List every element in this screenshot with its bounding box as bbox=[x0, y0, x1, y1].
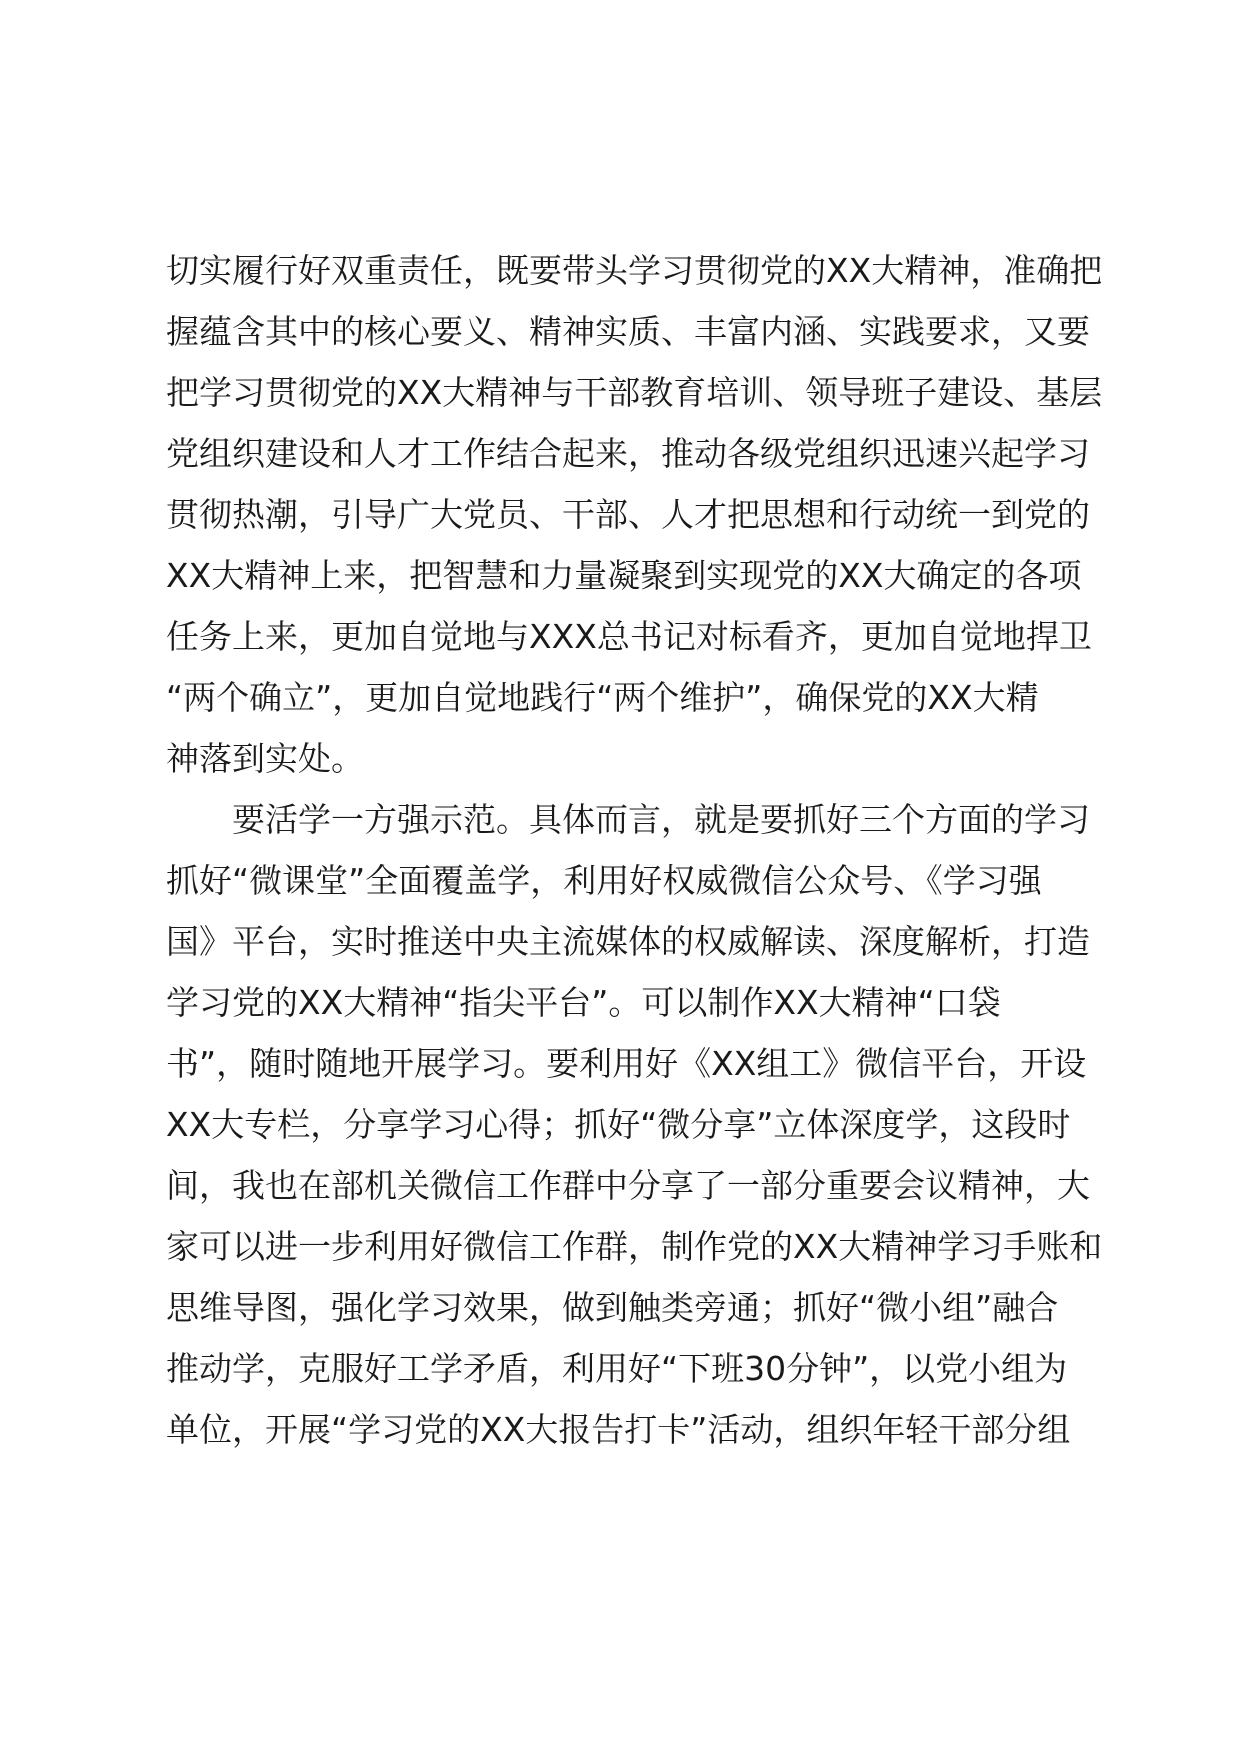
text-line: 家可以进一步利用好微信工作群，制作党的XX大精神学习手账和 bbox=[166, 1227, 1103, 1266]
text-line: “两个确立”，更加自觉地践行“两个维护”，确保党的XX大精 bbox=[166, 678, 1039, 717]
text-line: 握蕴含其中的核心要义、精神实质、丰富内涵、实践要求，又要 bbox=[166, 312, 1090, 351]
text-line: 抓好“微课堂”全面覆盖学，利用好权威微信公众号、《学习强 bbox=[166, 861, 1042, 900]
text-line: 学习党的XX大精神“指尖平台”。可以制作XX大精神“口袋 bbox=[166, 983, 1001, 1022]
paragraph-start-line: 要活学一方强示范。具体而言，就是要抓好三个方面的学习 bbox=[232, 800, 1090, 839]
text-line: 神落到实处。 bbox=[166, 739, 364, 778]
text-line: 党组织建设和人才工作结合起来，推动各级党组织迅速兴起学习 bbox=[166, 434, 1090, 473]
text-line: 思维导图，强化学习效果，做到触类旁通；抓好“微小组”融合 bbox=[166, 1288, 1059, 1327]
text-line: 把学习贯彻党的XX大精神与干部教育培训、领导班子建设、基层 bbox=[166, 373, 1103, 412]
text-line: XX大精神上来，把智慧和力量凝聚到实现党的XX大确定的各项 bbox=[166, 556, 1082, 595]
text-line: 国》平台，实时推送中央主流媒体的权威解读、深度解析，打造 bbox=[166, 922, 1090, 961]
text-line: 贯彻热潮，引导广大党员、干部、人才把思想和行动统一到党的 bbox=[166, 495, 1090, 534]
text-line: 推动学，克服好工学矛盾，利用好“下班30分钟”，以党小组为 bbox=[166, 1349, 1068, 1388]
text-line: 间，我也在部机关微信工作群中分享了一部分重要会议精神，大 bbox=[166, 1166, 1090, 1205]
text-line: 单位，开展“学习党的XX大报告打卡”活动，组织年轻干部分组 bbox=[166, 1410, 1071, 1449]
text-line: XX大专栏，分享学习心得；抓好“微分享”立体深度学，这段时 bbox=[166, 1105, 1071, 1144]
text-line: 书”，随时随地开展学习。要利用好《XX组工》微信平台，开设 bbox=[166, 1044, 1087, 1083]
body-text bbox=[166, 240, 1126, 1460]
text-line: 任务上来，更加自觉地与XXX总书记对标看齐，更加自觉地捍卫 bbox=[166, 617, 1092, 656]
text-line: 切实履行好双重责任，既要带头学习贯彻党的XX大精神，准确把 bbox=[166, 251, 1103, 290]
